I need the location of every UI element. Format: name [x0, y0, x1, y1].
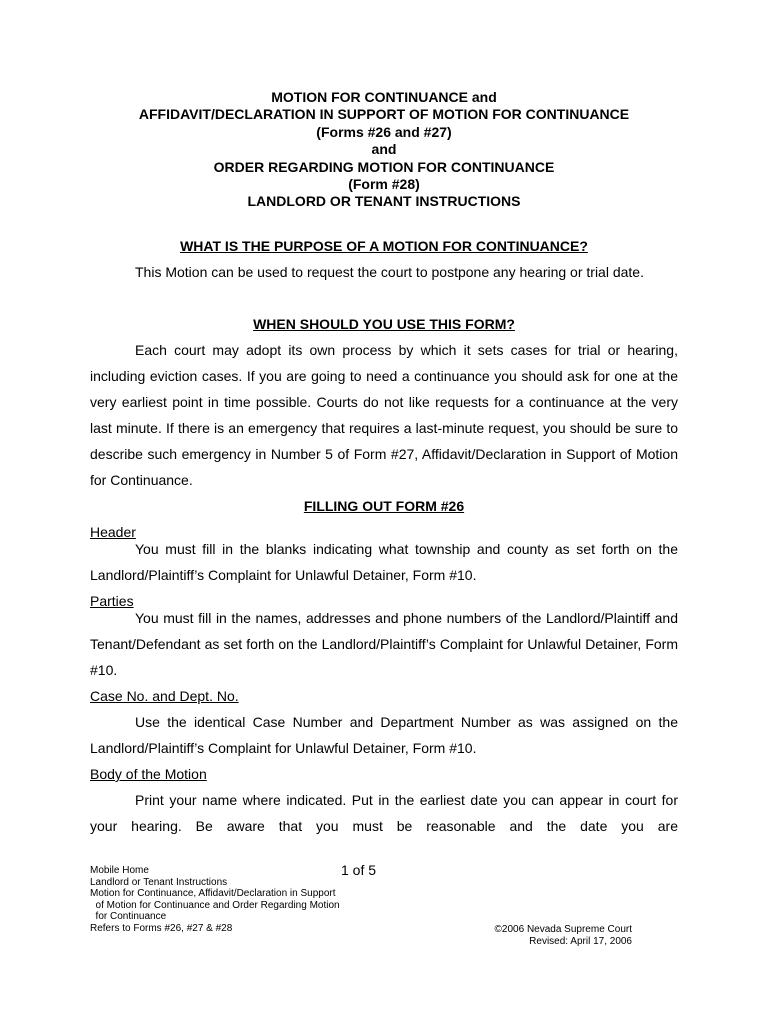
when-paragraph: Each court may adopt its own process by which it sets cases for trial or hearing, including eviction cases. If you are going to need a continuance you should ask for one at the very earliest point in time possible. Courts do not like requests for a continuance at the very last minute. If there is an emergency that requires a last-minute request, you should be sure to describe such emergency in Number 5 of Form #27, Affidavit/Declaration in Support of Motion for Continuance.: [90, 342, 678, 488]
header-paragraph: You must fill in the blanks indicating what township and county as set forth on the Landlord/Plaintiff’s Complaint for Unlawful Detainer, Form #10.: [90, 541, 678, 583]
section-filling: [90, 493, 678, 519]
subsection-parties-text: [90, 605, 678, 683]
footer-line: Landlord or Tenant Instructions: [90, 876, 228, 888]
section-when: [90, 311, 678, 493]
parties-label: Parties: [90, 593, 134, 609]
title-line: LANDLORD OR TENANT INSTRUCTIONS: [247, 193, 521, 210]
caseno-paragraph: Use the identical Case Number and Department Number as was assigned on the Landlord/Plaintiff’s Complaint for Unlawful Detainer, Form #10.: [90, 714, 678, 756]
caseno-label: Case No. and Dept. No.: [90, 688, 239, 704]
copyright: ©2006 Nevada Supreme Court: [494, 924, 632, 935]
subsection-body: [90, 761, 678, 839]
title-line: MOTION FOR CONTINUANCE and: [271, 89, 497, 105]
footer-line: Mobile Home: [90, 865, 149, 876]
subsection-caseno: [90, 683, 678, 761]
footer-left: [90, 865, 340, 935]
body-label: Body of the Motion: [90, 766, 207, 782]
title-line: ORDER REGARDING MOTION FOR CONTINUANCE: [213, 158, 555, 175]
subsection-header-text: [90, 536, 678, 588]
header-label: Header: [90, 524, 136, 540]
page-number: 1 of 5: [341, 862, 377, 878]
footer-line: for Continuance: [90, 911, 167, 923]
footer-line: Refers to Forms #26, #27 & #28: [90, 922, 233, 934]
footer-right: [495, 924, 632, 947]
title-line: (Form #28): [348, 176, 420, 193]
document-title: [90, 89, 678, 211]
section-purpose: [90, 233, 678, 285]
footer-line: Motion for Continuance, Affidavit/Declaration in Support: [90, 888, 336, 900]
purpose-heading: WHAT IS THE PURPOSE OF A MOTION FOR CONTINUANCE?: [180, 238, 588, 254]
parties-paragraph: You must fill in the names, addresses and phone numbers of the Landlord/Plaintiff and Tenant/Defendant as set forth on the Landlord/Plaintiff’s Complaint for Unlawful Detainer, Form #10.: [90, 610, 678, 678]
title-line: and: [371, 141, 397, 158]
purpose-paragraph: This Motion can be used to request the court to postpone any hearing or trial date.: [135, 264, 644, 280]
filling-heading: FILLING OUT FORM #26: [303, 498, 465, 514]
footer-line: of Motion for Continuance and Order Regarding Motion: [90, 899, 340, 911]
revised-date: Revised: April 17, 2006: [529, 935, 632, 947]
body-paragraph: Print your name where indicated. Put in the earliest date you can appear in court for your hearing. Be aware that you must be reasonable and the date you are: [90, 792, 678, 834]
when-heading: WHEN SHOULD YOU USE THIS FORM?: [253, 316, 515, 332]
title-line: (Forms #26 and #27): [316, 123, 452, 140]
title-line: AFFIDAVIT/DECLARATION IN SUPPORT OF MOTION FOR CONTINUANCE: [138, 106, 630, 123]
